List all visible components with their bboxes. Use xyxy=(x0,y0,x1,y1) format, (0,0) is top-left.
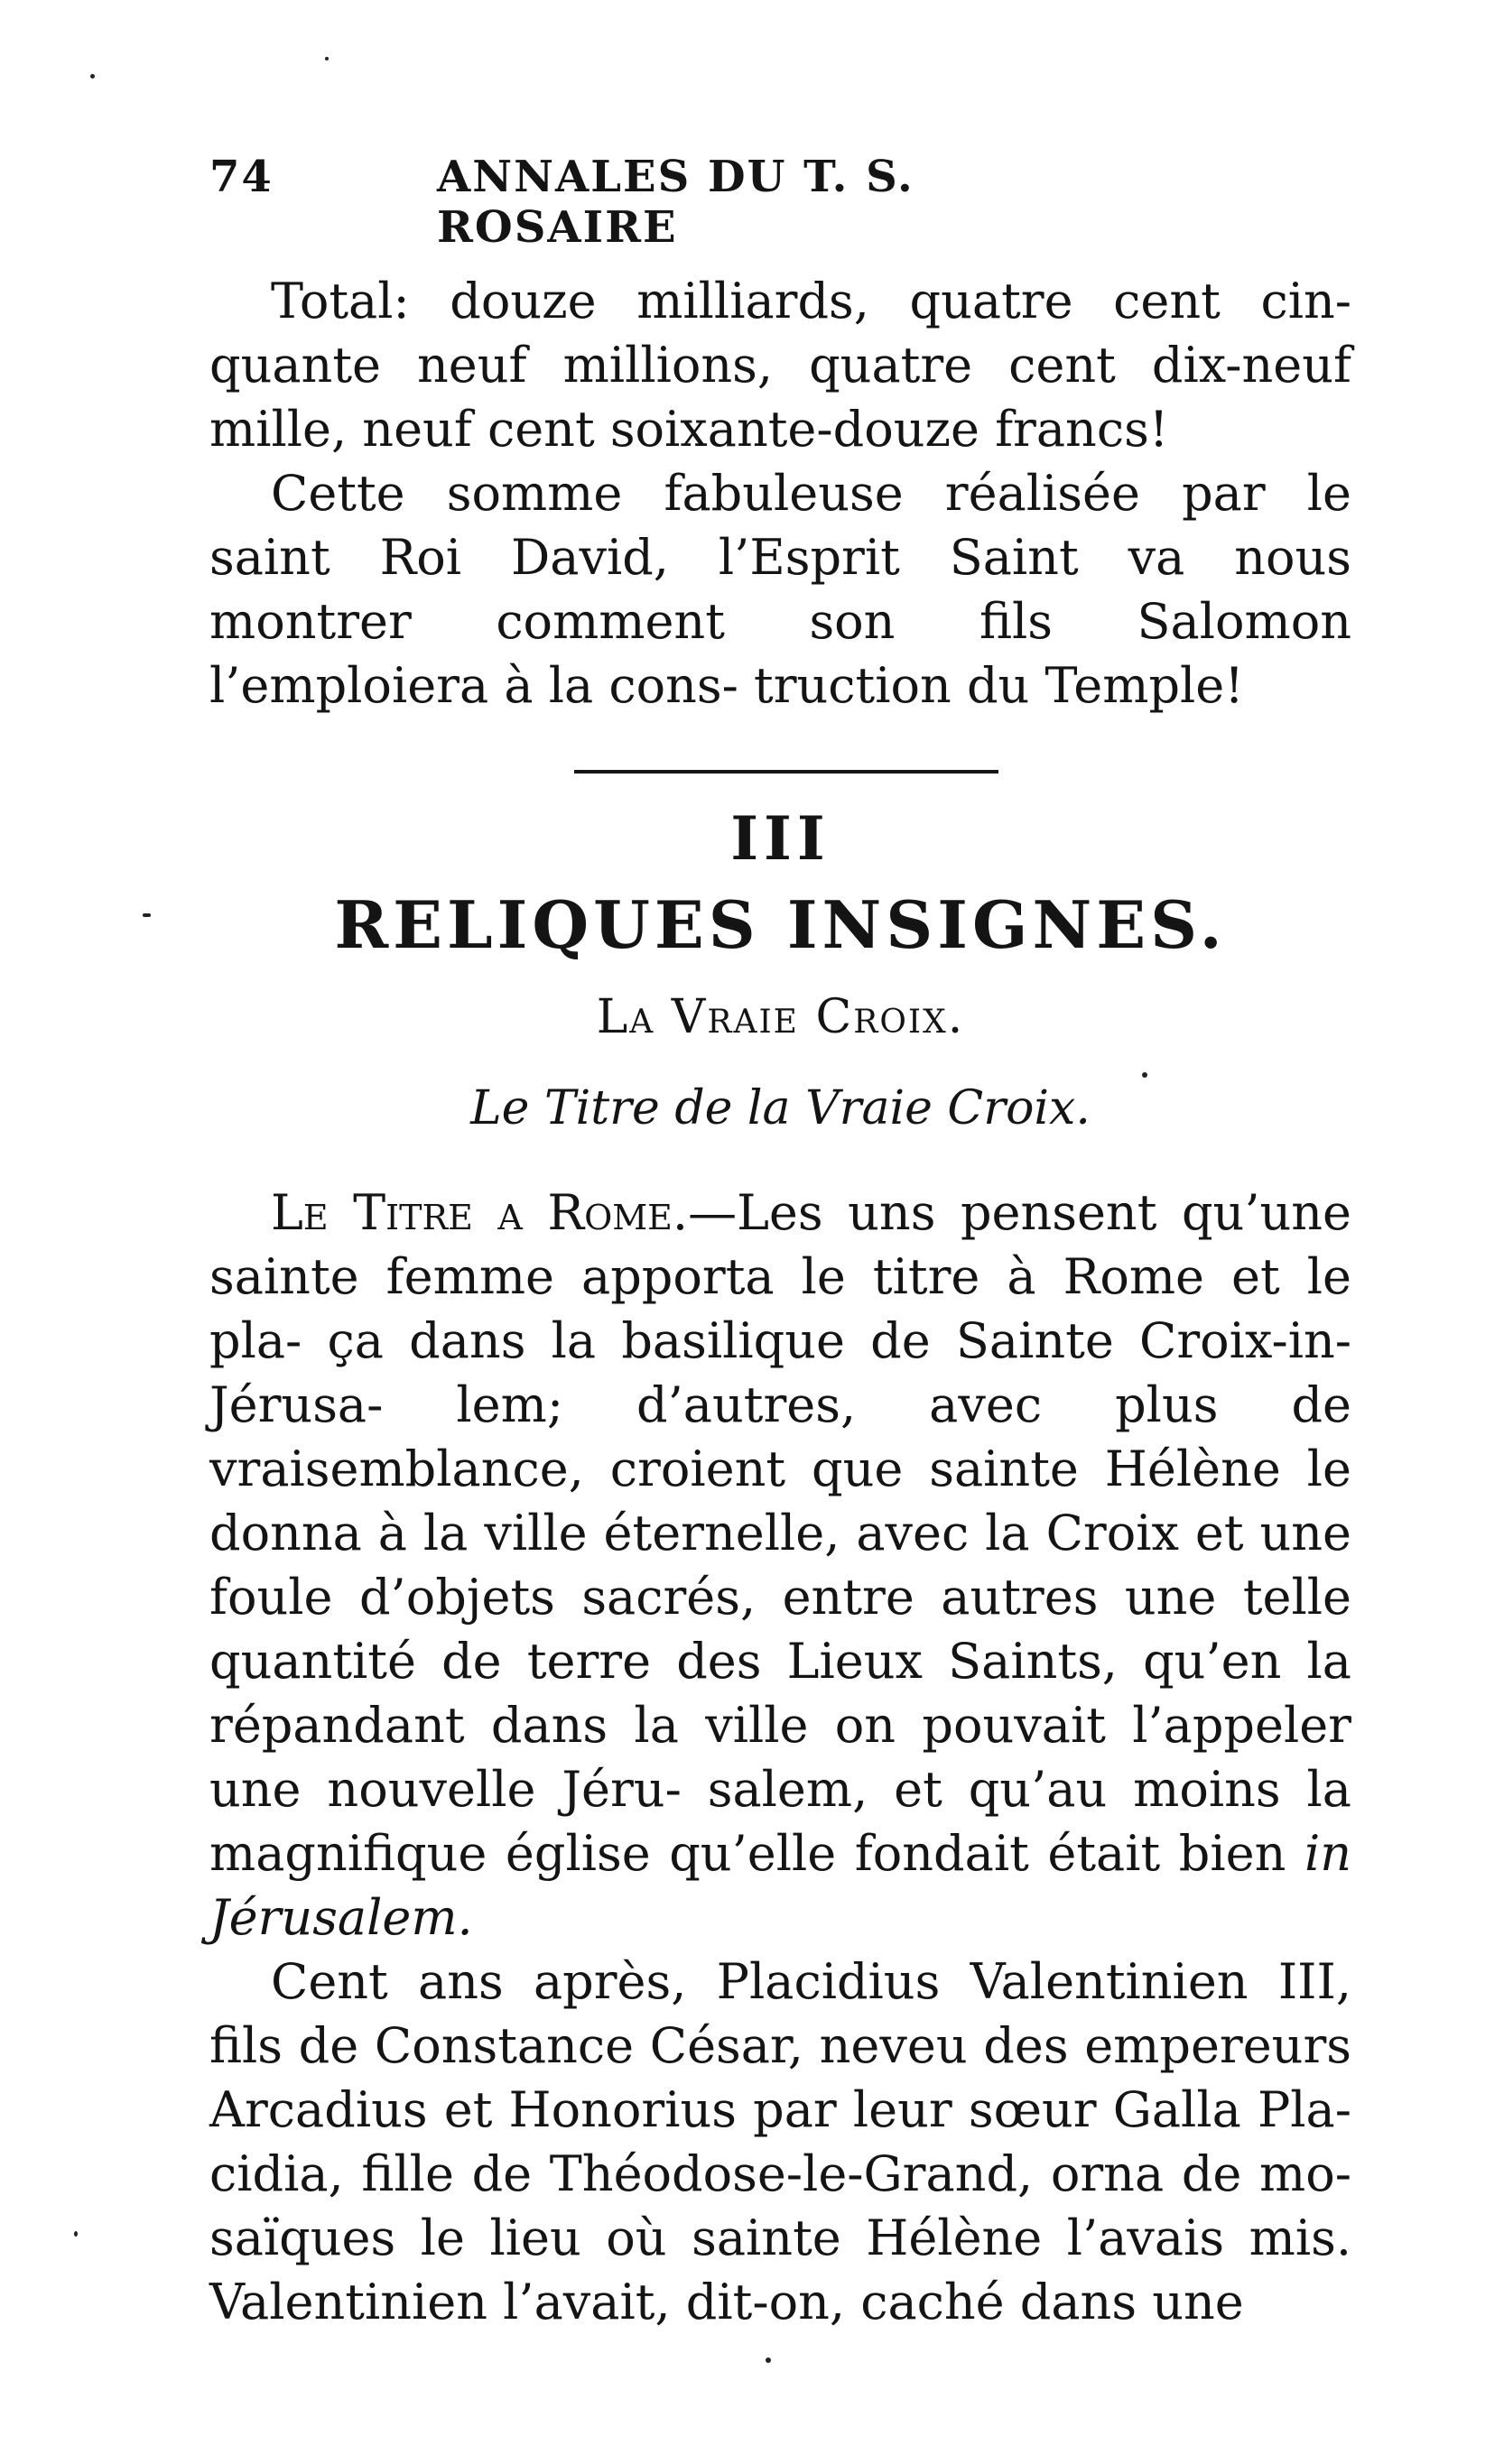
lead-in: Le Titre a Rome. xyxy=(271,1184,689,1241)
section-number: III xyxy=(730,803,831,874)
paragraph-valentinien: Cent ans après, Placidius Valentinien III, fils de Constance César, neveu des empereurs Arcadius et Honorius par leur sœur Galla Pla- cidia, fille de Théodose-le-Grand, orna de mo- saïques le lieu où sainte Hélène l’avais mis. Valentinien l’avait, dit-on, caché dans une xyxy=(209,1953,1351,2330)
scan-speck xyxy=(74,2231,78,2237)
page-number: 74 xyxy=(209,152,274,202)
section-subheading: Le Titre de la Vraie Croix. xyxy=(470,1081,1091,1135)
paragraph-titre-rome xyxy=(209,1181,1351,1950)
body-text xyxy=(209,1181,1351,2334)
scan-speck xyxy=(1142,1072,1147,1078)
scan-speck xyxy=(143,913,151,917)
scan-speck xyxy=(766,2357,771,2363)
intro-text xyxy=(209,269,1351,718)
running-head xyxy=(209,152,1157,253)
section-divider xyxy=(574,770,998,773)
scan-speck xyxy=(325,57,329,60)
italic-phrase: in Jérusalem. xyxy=(209,1825,1351,1946)
paragraph-temple: Cette somme fabuleuse réalisée par le saint Roi David, l’Esprit Saint va nous montrer comment son fils Salomon l’emploiera à la cons- truction du Temple! xyxy=(209,465,1351,714)
section-title: RELIQUES INSIGNES. xyxy=(334,886,1227,963)
journal-title: ANNALES DU T. S. ROSAIRE xyxy=(437,152,914,253)
section-subtitle: La Vraie Croix. xyxy=(596,990,965,1044)
paragraph-total: Total: douze milliards, quatre cent cin- quante neuf millions, quatre cent dix-neuf mille, neuf cent soixante-douze francs! xyxy=(209,273,1351,458)
scan-speck xyxy=(90,74,95,79)
paragraph-text: —Les uns pensent qu’une sainte femme apporta le titre à Rome et le pla- ça dans la basilique de Sainte Croix-in-Jérusa- lem; d’autres, avec plus de vraisemblance, croient que sainte Hélène le donna à la ville éternelle, avec la Croix et une foule d’objets sacrés, entre autres une telle quantité de terre des Lieux Saints, qu’en la répandant dans la ville on pouvait l’appeler une nouvelle Jéru- salem, et qu’au moins la magnifique église qu’elle fondait était bien xyxy=(209,1184,1351,1882)
